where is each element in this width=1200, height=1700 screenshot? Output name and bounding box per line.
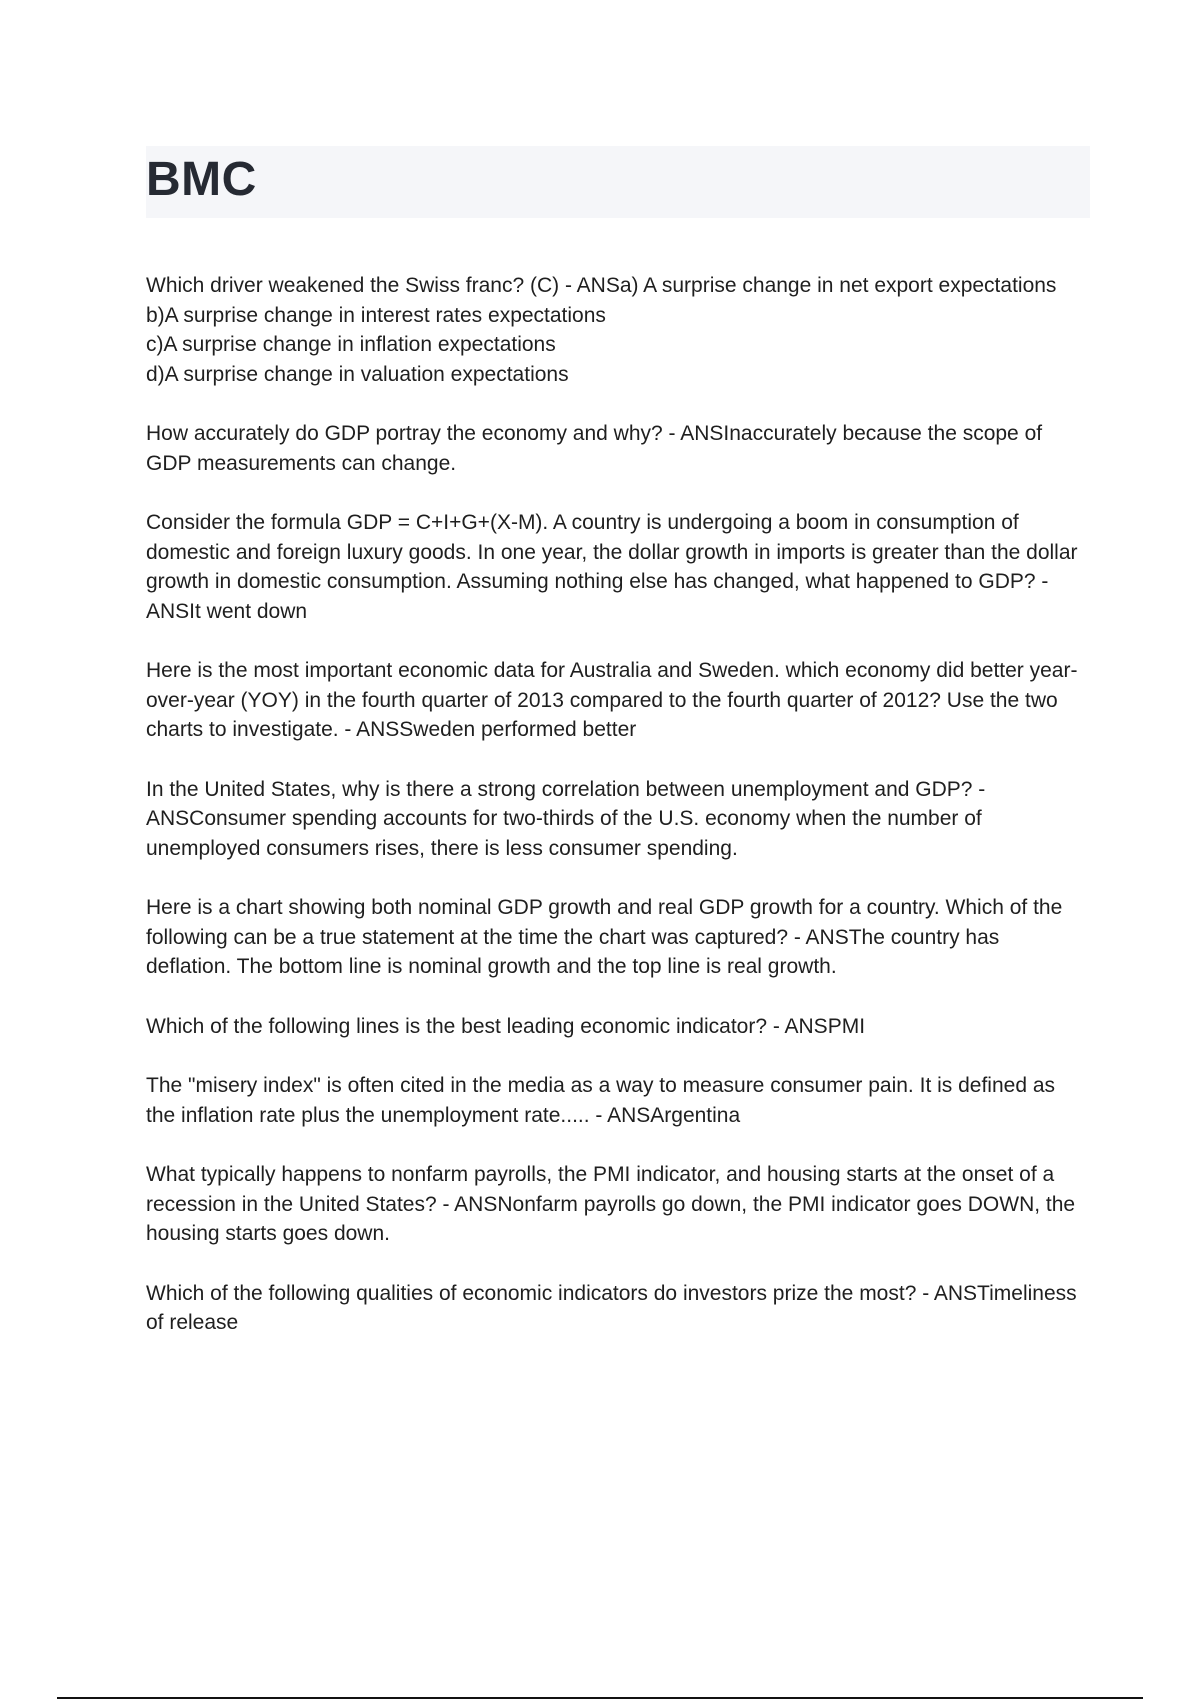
qa-entry [146,1279,1090,1338]
qa-entry [146,271,1090,389]
qa-entry [146,1160,1090,1249]
qa-entry [146,419,1090,478]
qa-entry [146,1012,1090,1042]
qa-entry [146,893,1090,982]
qa-option: c)A surprise change in inflation expectations [146,333,556,356]
qa-text: Which of the following lines is the best leading economic indicator? - ANSPMI [146,1014,866,1038]
qa-entry [146,508,1090,626]
qa-entry [146,1071,1090,1130]
qa-entry [146,656,1090,745]
qa-text: In the United States, why is there a strong correlation between unemployment and GDP? - ANSConsumer spending accounts for two-thirds of the U.S. economy when the number of unemployed consumers rises, there is less consumer spending. [146,777,990,860]
qa-entry [146,775,1090,864]
qa-text: Which driver weakened the Swiss franc? (C) - ANSa) A surprise change in net export expectations [146,274,1057,297]
qa-text: How accurately do GDP portray the economy and why? - ANSInaccurately because the scope of GDP measurements can change. [146,422,1048,475]
qa-text: Here is a chart showing both nominal GDP growth and real GDP growth for a country. Which of the following can be a true statement at the time the chart was captured? - ANSThe country has deflation. The bottom line is nominal growth and the top line is real growth. [146,896,1069,978]
footer-divider [57,1697,1143,1699]
title-band [146,146,1090,218]
qa-option: b)A surprise change in interest rates expectations [146,303,606,327]
qa-text: Here is the most important economic data for Australia and Sweden. which economy did better year-over-year (YOY) in the fourth quarter of 2013 compared to the fourth quarter of 2012? Use the two charts to investigate. - ANSSweden performed better [146,659,1078,741]
qa-text: What typically happens to nonfarm payrolls, the PMI indicator, and housing starts at the onset of a recession in the United States? - ANSNonfarm payrolls go down, the PMI indicator goes DOWN, the housing starts goes down. [146,1163,1081,1245]
qa-option: d)A surprise change in valuation expectations [146,362,569,386]
qa-list [146,271,1090,1368]
qa-text: The "misery index" is often cited in the media as a way to measure consumer pain. It is defined as the inflation rate plus the unemployment rate..... - ANSArgentina [146,1074,1061,1127]
qa-text: Consider the formula GDP = C+I+G+(X-M). A country is undergoing a boom in consumption of domestic and foreign luxury goods. In one year, the dollar growth in imports is greater than the dollar growth in domestic consumption. Assuming nothing else has changed, what happened to GDP? - ANSIt went down [146,511,1084,623]
document-title: BMC [146,153,257,206]
qa-text: Which of the following qualities of economic indicators do investors prize the most? - ANSTimeliness of release [146,1281,1083,1334]
